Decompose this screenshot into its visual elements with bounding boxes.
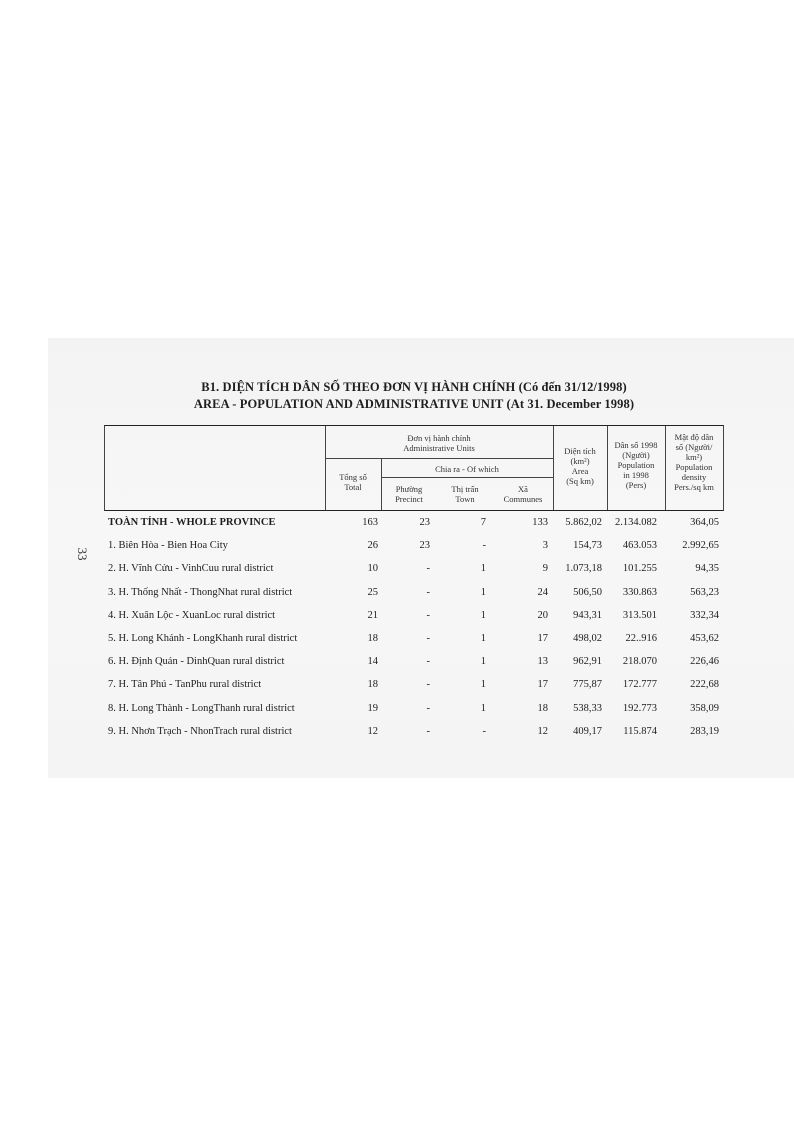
cell-precinct: -	[426, 563, 430, 575]
cell-total: 21	[367, 609, 378, 621]
table-header	[104, 425, 724, 511]
cell-total: 18	[367, 679, 378, 691]
header-total: Tổng số Total	[339, 472, 367, 492]
cell-density: 222,68	[690, 679, 719, 691]
cell-communes: 18	[537, 702, 548, 714]
cell-population: 101.255	[622, 563, 657, 575]
header-density: Mật độ dân số (Người/ km²) Population density Pers./sq km	[674, 432, 714, 492]
cell-area: 498,02	[573, 632, 602, 644]
table-title-vietnamese: B1. DIỆN TÍCH DÂN SỐ THEO ĐƠN VỊ HÀNH CHÍNH (Có đến 31/12/1998)	[201, 380, 627, 394]
cell-density: 358,09	[690, 702, 719, 714]
cell-density: 332,34	[690, 609, 719, 621]
cell-town: 1	[480, 679, 486, 691]
cell-town: 1	[480, 563, 486, 575]
cell-population: 313.501	[622, 609, 657, 621]
cell-area: 943,31	[573, 609, 602, 621]
cell-total: 19	[367, 702, 378, 714]
cell-area: 538,33	[573, 702, 602, 714]
cell-population: 172.777	[622, 679, 657, 691]
cell-density: 364,05	[690, 517, 719, 528]
cell-area: 1.073,18	[565, 563, 602, 575]
header-of-which: Chia ra - Of which	[435, 464, 499, 474]
cell-communes: 12	[537, 725, 548, 737]
row-name: 2. H. Vĩnh Cửu - VinhCuu rural district	[108, 563, 274, 575]
row-name: 9. H. Nhơn Trạch - NhonTrach rural district	[108, 725, 292, 737]
row-name: 1. Biên Hòa - Bien Hoa City	[108, 540, 228, 552]
cell-town: 1	[480, 586, 486, 598]
cell-precinct: -	[426, 656, 430, 668]
cell-precinct: -	[426, 679, 430, 691]
table-row	[104, 535, 724, 558]
cell-communes: 17	[537, 632, 548, 644]
table-body	[104, 512, 724, 744]
table-row	[104, 698, 724, 721]
cell-communes: 133	[532, 517, 548, 528]
cell-area: 506,50	[573, 586, 602, 598]
cell-population: 22..916	[625, 632, 657, 644]
cell-population: 115.874	[623, 725, 657, 737]
table-title-english: AREA - POPULATION AND ADMINISTRATIVE UNIT (At 31. December 1998)	[193, 397, 635, 411]
header-communes: Xã Communes	[503, 484, 543, 504]
cell-precinct: 23	[419, 517, 430, 528]
cell-area: 154,73	[573, 540, 602, 552]
cell-town: -	[482, 540, 486, 552]
header-admin-units: Đơn vị hành chính Administrative Units	[403, 433, 475, 453]
cell-town: 1	[480, 632, 486, 644]
cell-density: 2.992,65	[682, 540, 719, 552]
cell-total: 163	[362, 517, 378, 528]
cell-population: 192.773	[622, 702, 657, 714]
row-name: 8. H. Long Thành - LongThanh rural district	[108, 702, 295, 714]
cell-area: 409,17	[573, 725, 602, 737]
cell-total: 18	[367, 632, 378, 644]
cell-area: 775,87	[573, 679, 602, 691]
header-precinct: Phường Precinct	[395, 484, 423, 504]
cell-total: 14	[367, 656, 378, 668]
header-town: Thị trấn Town	[451, 484, 479, 504]
cell-area: 5.862,02	[565, 517, 602, 528]
header-population: Dân số 1998 (Người) Population in 1998 (Pers)	[614, 440, 658, 490]
row-name: 4. H. Xuân Lộc - XuanLoc rural district	[108, 609, 276, 621]
cell-communes: 24	[537, 586, 548, 598]
header-divider	[325, 458, 553, 459]
cell-communes: 20	[537, 609, 548, 621]
cell-precinct: -	[426, 609, 430, 621]
row-name: 7. H. Tân Phú - TanPhu rural district	[108, 679, 262, 691]
cell-density: 283,19	[690, 725, 719, 737]
cell-population: 330.863	[622, 586, 657, 598]
cell-population: 218.070	[622, 656, 657, 668]
cell-town: -	[482, 725, 486, 737]
cell-town: 7	[480, 517, 486, 528]
cell-total: 26	[367, 540, 378, 552]
cell-town: 1	[480, 656, 486, 668]
table-row	[104, 651, 724, 674]
cell-density: 226,46	[690, 656, 719, 668]
page-number: 33	[75, 547, 90, 561]
table-row-total	[104, 512, 724, 535]
cell-precinct: -	[426, 702, 430, 714]
cell-density: 453,62	[690, 632, 719, 644]
table-row	[104, 605, 724, 628]
row-name: 5. H. Long Khánh - LongKhanh rural district	[108, 632, 298, 644]
row-name: TOÀN TỈNH - WHOLE PROVINCE	[108, 517, 276, 528]
cell-total: 10	[367, 563, 378, 575]
table-row	[104, 721, 724, 744]
cell-precinct: -	[426, 586, 430, 598]
cell-town: 1	[480, 609, 486, 621]
cell-precinct: 23	[419, 540, 430, 552]
cell-population: 463.053	[622, 540, 657, 552]
cell-density: 563,23	[690, 586, 719, 598]
table-row	[104, 674, 724, 697]
row-name: 6. H. Định Quán - DinhQuan rural district	[108, 656, 285, 668]
cell-precinct: -	[426, 632, 430, 644]
cell-area: 962,91	[573, 656, 602, 668]
cell-total: 25	[367, 586, 378, 598]
cell-communes: 9	[542, 563, 548, 575]
table-row	[104, 628, 724, 651]
cell-communes: 13	[537, 656, 548, 668]
cell-precinct: -	[426, 725, 430, 737]
cell-communes: 3	[542, 540, 548, 552]
table-row	[104, 558, 724, 581]
cell-density: 94,35	[695, 563, 719, 575]
cell-total: 12	[367, 725, 378, 737]
header-divider	[381, 477, 553, 478]
row-name: 3. H. Thống Nhất - ThongNhat rural district	[108, 586, 293, 598]
cell-communes: 17	[537, 679, 548, 691]
table-row	[104, 582, 724, 605]
cell-population: 2.134.082	[615, 517, 657, 528]
cell-town: 1	[480, 702, 486, 714]
header-area: Diện tích (km²) Area (Sq km)	[564, 446, 596, 486]
